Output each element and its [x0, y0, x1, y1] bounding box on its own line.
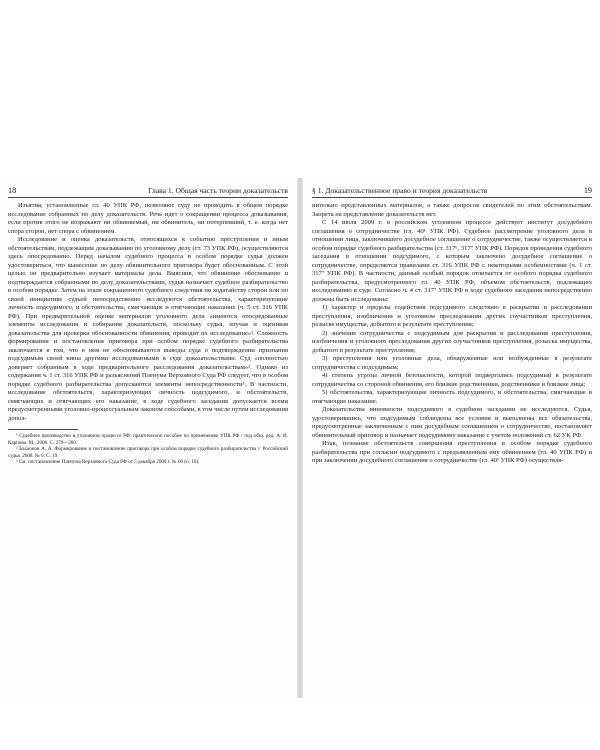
- right-running-head: [312, 186, 592, 198]
- list-item: 5) обстоятельства, характеризующие личность подсудимого, и обстоятельства, смягчающие и отягчающие наказание.: [312, 389, 592, 405]
- paragraph: С 14 июля 2009 г. в российском уголовном процессе действует институт досудебного соглашения о сотрудничестве (гл. 40¹ УПК РФ). Судебное рассмотрение уголовного дела в отношении лица, заключившего досудебное соглашение о сотрудничестве, также осуществляется в особом порядке судебного разбирательства (ст. 317⁶, 317⁷ УПК РФ). Порядок проведения судебного заседания в отношении подсудимого, с которым заключено досудебное соглашение о сотрудничестве, определяется правилами ст. 316 УПК РФ с некоторыми особенностями (ч. 1 ст. 317⁷ УПК РФ). В частности, данный особый порядок отличается от особого порядка судебного разбирательства, предусмотренного гл. 40 УПК РФ, объемом обстоятельств, подлежащих исследованию в суде. Согласно ч. 4 ст. 317⁷ УПК РФ в ходе судебного заседания непосредственно должны быть исследованы:: [312, 219, 592, 303]
- right-page-number: 19: [583, 186, 592, 195]
- list-item: 4) степень угрозы личной безопасности, которой подвергались подсудимый в результате сотрудничества со стороной обвинения, его близкие родственники, родственники и близкие лица;: [312, 372, 592, 388]
- left-footnotes: [8, 429, 288, 466]
- left-page-number: 18: [8, 186, 17, 195]
- left-page: [8, 186, 288, 466]
- footnote: ² Бахаонов А. А. Формирование и постановление приговора при особом порядке судебного разбирательства // Российский судья. 2008. № 6. С. 19.: [8, 446, 288, 459]
- left-running-head: [8, 186, 288, 198]
- list-item: 3) преступления или уголовные дела, обнаруженные или возбужденные в результате сотрудничества с подсудимым;: [312, 355, 592, 371]
- footnote: ¹ Судебное производство в уголовном процессе РФ: практическое пособие по применению УПК РФ / под общ. ред. А. И. Карпова. М., 2008. С. 279—280.: [8, 433, 288, 446]
- right-page: [312, 186, 592, 466]
- paragraph: Исследование и оценка доказательств, относящихся к событию преступления и иным обстоятельствам, подлежащим доказыванию по уголовному делу (ст. 73 УПК РФ), осуществляются здесь опосредованно. Перед началом судебного процесса в особом порядке судья должен удостовериться, что вынесение по делу обвинительного приговора будет обоснованным. С этой целью он предварительно изучает материалы дела. Выяснив, что обвинение обоснованно и подтверждается собранными по делу доказательствами, судья назначает судебное разбирательство в особом порядке. Затем на этапе сокращенного судебного следствия по ходатайству сторон или по своей инициативе судьей непосредственно исследуются обстоятельства, характеризующие личность подсудимого, и обстоятельства, смягчающие и отягчающие наказание (ч. 5 ст. 316 УПК РФ). При предварительной оценке материалов уголовного дела «имеются опосредованные элементы исследования и собирания доказательств, поскольку судья, изучая и оценивая доказательства для проверки обоснованности обвинения, проводит их исследование»¹. Сложность формирования и постановления приговора при особом порядке судебного разбирательства заключается в том, что в нем не обосновываются выводы суда о подтверждении признания подсудимым своей вины другими исследованными в суде доказательствами. Суд «полностью доверяет собранным в ходе предварительного расследования доказательствам»². Однако из содержания ч. 1 ст. 316 УПК РФ и разъяснений Пленума Верховного Суда РФ следует, что в особом порядке судебного разбирательства допускаются элементы непосредственности³. В частности, исследование обстоятельств, характеризующих личность подсудимого, и обстоятельств, смягчающих и отягчающих его наказание, в ходе судебного заседания допускается всеми предусмотренными уголовно-процессуальным законом способами, в том числе путем исследования допол-: [8, 236, 288, 422]
- list-item: 2) значение сотрудничества с подсудимым для раскрытия и расследования преступления, изобличения и уголовного преследования других соучастников преступления, розыска имущества, добытого в результате преступления;: [312, 329, 592, 354]
- paragraph: Изъятия, установленные гл. 40 УПК РФ, позволяют суду не проводить в общем порядке исследование собранных по делу доказательств. Речь идет о сокращении процесса доказывания, если против этого не возражают ни обвиняемый, ни обвинитель, ни потерпевший, т. е. когда нет спора сторон, нет спора с обвинением.: [8, 202, 288, 235]
- footnote: ³ См. постановление Пленума Верховного Суда РФ от 5 декабря 2006 г. № 60 (п. 10).: [16, 459, 200, 466]
- left-page-body: [8, 202, 288, 423]
- left-running-head-title: Глава 1. Общая часть теории доказательств: [148, 186, 288, 195]
- right-page-body: [312, 202, 592, 466]
- list-item: 1) характер и пределы содействия подсудимого следствию в раскрытии и расследовании преступления, изобличении и уголовном преследовании других соучастников преступления, розыске имущества, добытого в результате преступления;: [312, 304, 592, 328]
- paragraph: Итак, познание обстоятельств совершения преступления в особом порядке судебного разбирательства при согласии подсудимого с предъявленным ему обвинением (гл. 40 УПК РФ) и при заключении досудебного соглашения о сотрудничестве (гл. 40¹ УПК РФ) осуществля-: [312, 440, 592, 464]
- right-running-head-title: § 1. Доказательственное право и теория доказательств: [312, 186, 488, 195]
- book-gutter: [297, 178, 303, 698]
- paragraph: Доказательства виновности подсудимого в судебном заседании не исследуются. Судья, удостоверившись, что подсудимым соблюдены все условия и выполнены все обязательства, предусмотренные заключенным с ним досудебным соглашением о сотрудничестве, постановляет обвинительный приговор и назначает подсудимому наказание с учетом положений ст. 62 УК РФ.: [312, 406, 592, 439]
- paragraph: нительно представленных материалов, а также допросов свидетелей по этим обстоятельствам. Запрета на представление доказательств нет.: [312, 202, 592, 218]
